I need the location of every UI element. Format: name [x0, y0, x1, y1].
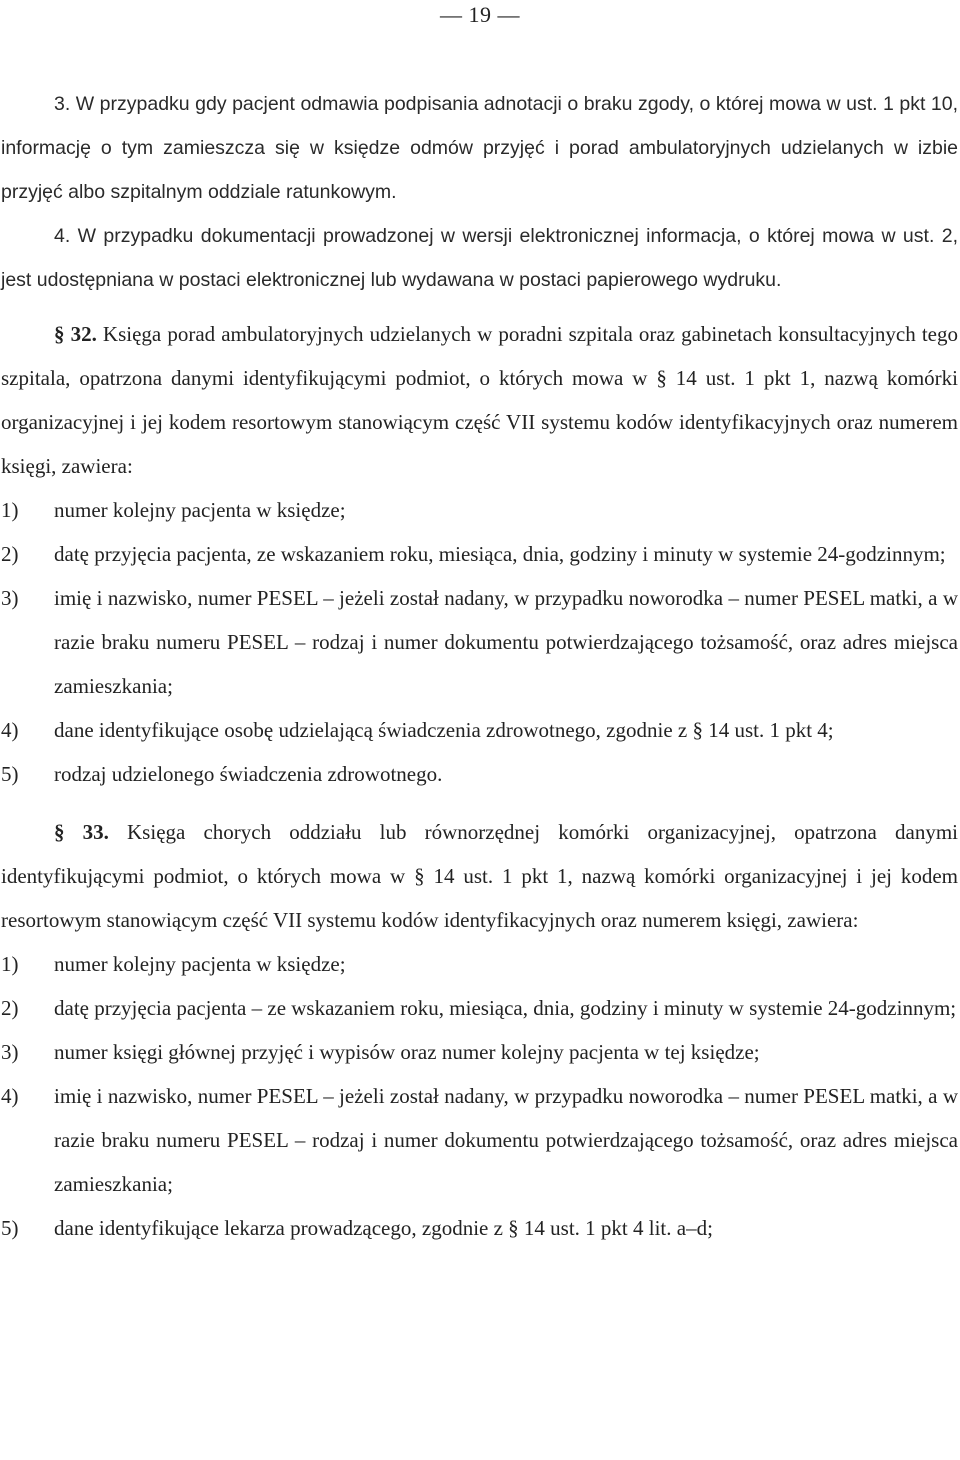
list-item [1, 986, 958, 1030]
section-32-list [1, 488, 958, 796]
list-item [1, 488, 958, 532]
document-body [1, 82, 958, 1250]
list-item-text: numer kolejny pacjenta w księdze; [54, 498, 346, 522]
list-item-text: imię i nazwisko, numer PESEL – jeżeli został nadany, w przypadku noworodka – numer PESEL matki, a w razie braku numeru PESEL – rodzaj i numer dokumentu potwierdzającego tożsamość, oraz adres miejsca zamieszkania; [54, 586, 958, 698]
list-item-number: 1) [1, 952, 19, 976]
list-item-number: 2) [1, 542, 19, 566]
list-item-text: numer kolejny pacjenta w księdze; [54, 952, 346, 976]
section-32-number: § 32. [54, 322, 97, 346]
list-item [1, 576, 958, 708]
list-item [1, 1206, 958, 1250]
list-item-text: rodzaj udzielonego świadczenia zdrowotnego. [54, 762, 443, 786]
section-33-number: § 33. [54, 820, 109, 844]
list-item [1, 752, 958, 796]
paragraph-4: 4. W przypadku dokumentacji prowadzonej w wersji elektronicznej informacja, o której mowa w ust. 2, jest udostępniana w postaci elektronicznej lub wydawana w postaci papierowego wydruku. [1, 225, 958, 291]
list-item-number: 3) [1, 586, 19, 610]
list-item [1, 1074, 958, 1206]
list-item-number: 2) [1, 996, 19, 1020]
section-33-list [1, 942, 958, 1250]
section-32-text: Księga porad ambulatoryjnych udzielanych w poradni szpitala oraz gabinetach konsultacyjnych tego szpitala, opatrzona danymi identyfikującymi podmiot, o których mowa w § 14 ust. 1 pkt 1, nazwą komórki organizacyjnej i jej kodem resortowym stanowiącym część VII systemu kodów identyfikacyjnych oraz numerem księgi, zawiera: [1, 322, 958, 478]
list-item [1, 942, 958, 986]
list-item-text: datę przyjęcia pacjenta, ze wskazaniem roku, miesiąca, dnia, godziny i minuty w systemie 24-godzinnym; [54, 542, 946, 566]
list-item-text: dane identyfikujące osobę udzielającą świadczenia zdrowotnego, zgodnie z § 14 ust. 1 pkt 4; [54, 718, 834, 742]
list-item [1, 708, 958, 752]
list-item [1, 1030, 958, 1074]
list-item-text: numer księgi głównej przyjęć i wypisów oraz numer kolejny pacjenta w tej księdze; [54, 1040, 760, 1064]
section-33-text: Księga chorych oddziału lub równorzędnej komórki organizacyjnej, opatrzona danymi identyfikującymi podmiot, o których mowa w § 14 ust. 1 pkt 1, nazwą komórki organizacyjnej i jej kodem resortowym stanowiącym część VII systemu kodów identyfikacyjnych oraz numerem księgi, zawiera: [1, 820, 958, 932]
list-item [1, 532, 958, 576]
list-item-number: 4) [1, 718, 19, 742]
list-item-text: imię i nazwisko, numer PESEL – jeżeli został nadany, w przypadku noworodka – numer PESEL matki, a w razie braku numeru PESEL – rodzaj i numer dokumentu potwierdzającego tożsamość, oraz adres miejsca zamieszkania; [54, 1084, 958, 1196]
list-item-number: 4) [1, 1084, 19, 1108]
list-item-text: datę przyjęcia pacjenta – ze wskazaniem roku, miesiąca, dnia, godziny i minuty w systemie 24-godzinnym; [54, 996, 957, 1020]
page-number: — 19 — [440, 2, 520, 27]
list-item-text: dane identyfikujące lekarza prowadzącego, zgodnie z § 14 ust. 1 pkt 4 lit. a–d; [54, 1216, 713, 1240]
list-item-number: 1) [1, 498, 19, 522]
list-item-number: 5) [1, 762, 19, 786]
section-32-intro [1, 312, 958, 488]
section-33-intro [1, 810, 958, 942]
paragraph-3: 3. W przypadku gdy pacjent odmawia podpisania adnotacji o braku zgody, o której mowa w ust. 1 pkt 10, informację o tym zamieszcza się w księdze odmów przyjęć i porad ambulatoryjnych udzielanych w izbie przyjęć albo szpitalnym oddziale ratunkowym. [1, 93, 958, 203]
list-item-number: 5) [1, 1216, 19, 1240]
list-item-number: 3) [1, 1040, 19, 1064]
